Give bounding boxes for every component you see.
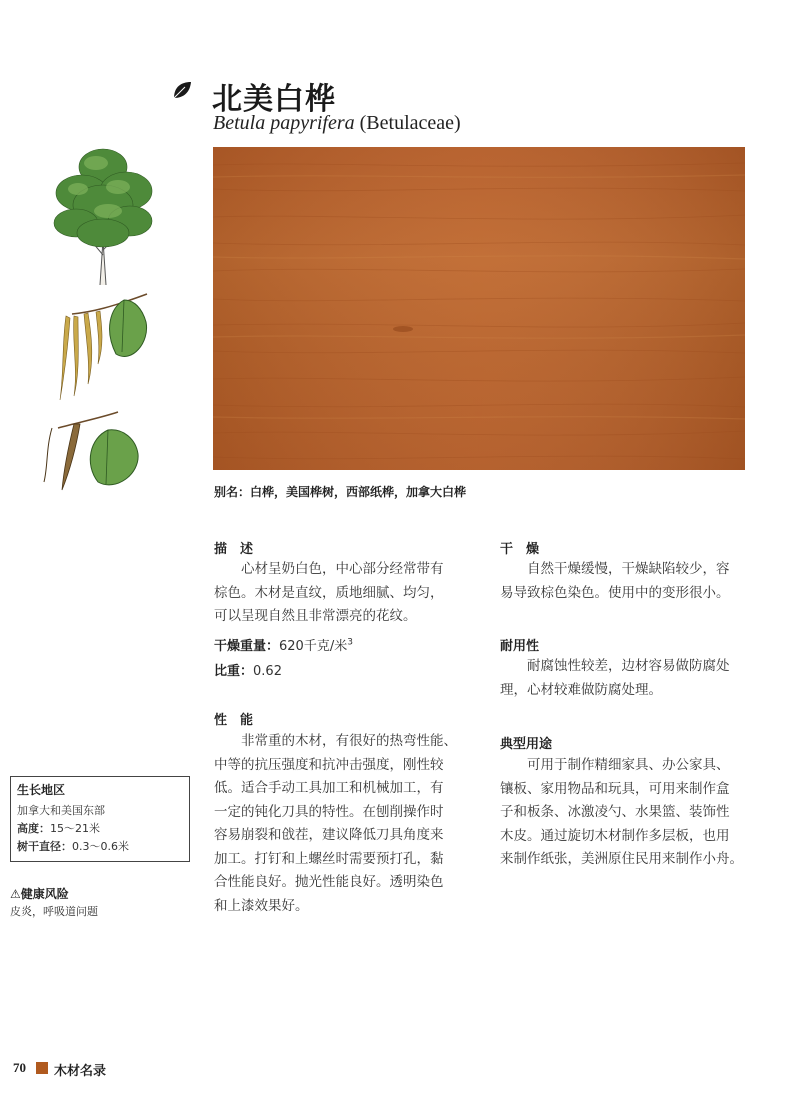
- dry-weight: [214, 635, 353, 654]
- uses-line: 可用于制作精细家具、办公家具、: [527, 757, 730, 773]
- dry-weight-label: 干燥重量：: [214, 639, 280, 654]
- dry-weight-sup: 3: [347, 637, 353, 648]
- trunk-diameter: [17, 838, 183, 856]
- family-name: (Betulaceae): [359, 112, 461, 134]
- growth-region-box: [10, 776, 190, 862]
- uses-text: [500, 754, 760, 872]
- durability-heading: 耐用性: [500, 639, 540, 654]
- health-risk-label: 健康风险: [20, 887, 69, 901]
- description-line: 可以呈现自然且非常漂亮的花纹。: [214, 608, 417, 624]
- tree-illustration: [48, 145, 158, 285]
- health-risk-title: [10, 885, 69, 902]
- health-risk-text: 皮炎，呼吸道问题: [10, 905, 98, 918]
- page-number: 70: [13, 1060, 26, 1075]
- description-text: [214, 558, 464, 629]
- performance-line: 中等的抗压强度和抗冲击强度，刚性较: [214, 756, 444, 773]
- sg-label: 比重：: [214, 664, 254, 679]
- wood-sample-image: [213, 147, 745, 470]
- performance-line: 加工。打钉和上螺丝时需要预打孔，黏: [214, 850, 444, 867]
- performance-line: 和上漆效果好。: [214, 897, 309, 914]
- uses-line: 来制作纸张，美洲原住民用来制作小舟。: [500, 851, 743, 867]
- performance-text: [214, 730, 474, 918]
- section-title: 木材名录: [54, 1064, 107, 1079]
- performance-line: 一定的钝化刀具的特性。在刨削操作时: [214, 803, 444, 820]
- uses-line: 子和板条、冰激凌勺、水果篮、装饰性: [500, 804, 730, 820]
- aliases-line: 别名：白桦，美国桦树，西部纸桦，加拿大白桦: [214, 485, 467, 499]
- catkin-leaf-illustration: [40, 408, 145, 496]
- species-name: Betula papyrifera: [213, 112, 355, 134]
- leaf-icon: [171, 79, 193, 101]
- tree-height: [17, 820, 183, 838]
- trunk-diameter-value: 0.3～0.6米: [72, 840, 129, 853]
- uses-heading: 典型用途: [500, 737, 553, 752]
- tree-height-label: 高度：: [17, 822, 50, 835]
- section-marker: [36, 1062, 48, 1074]
- sg-value: 0.62: [253, 664, 282, 679]
- growth-title: 生长地区: [17, 783, 66, 797]
- drying-heading: 干 燥: [500, 542, 540, 557]
- performance-line: 非常重的木材，有很好的热弯性能、: [241, 733, 457, 749]
- trunk-diameter-label: 树干直径：: [17, 840, 72, 853]
- uses-line: 镶板、家用物品和玩具，可用来制作盒: [500, 780, 730, 797]
- specific-gravity: [214, 660, 282, 679]
- performance-heading: 性 能: [214, 713, 254, 728]
- warning-icon: ⚠: [10, 887, 21, 901]
- performance-line: 低。适合手动工具加工和机械加工，有: [214, 780, 444, 796]
- durability-line: 耐腐蚀性较差，边材容易做防腐处: [527, 658, 730, 674]
- growth-region: 加拿大和美国东部: [17, 804, 105, 817]
- durability-line: 理，心材较难做防腐处理。: [500, 681, 662, 698]
- description-line: 心材呈奶白色，中心部分经常带有: [241, 561, 444, 577]
- uses-line: 木皮。通过旋切木材制作多层板，也用: [500, 827, 730, 844]
- drying-line: 自然干燥缓慢，干燥缺陷较少，容: [527, 561, 730, 577]
- tree-height-value: 15～21米: [50, 822, 100, 835]
- drying-text: [500, 558, 760, 605]
- description-line: 棕色。木材是直纹，质地细腻、均匀，: [214, 584, 444, 601]
- drying-line: 易导致棕色染色。使用中的变形很小。: [500, 584, 730, 601]
- catkins-leaf-illustration: [52, 292, 152, 407]
- page-title: 北美白桦: [212, 82, 336, 117]
- performance-line: 容易崩裂和戗茬，建议降低刀具角度来: [214, 827, 444, 843]
- dry-weight-value: 620千克/米: [279, 639, 348, 654]
- description-heading: 描 述: [214, 542, 254, 557]
- performance-line: 合性能良好。抛光性能良好。透明染色: [214, 874, 444, 890]
- latin-name: [213, 112, 461, 135]
- durability-text: [500, 655, 760, 702]
